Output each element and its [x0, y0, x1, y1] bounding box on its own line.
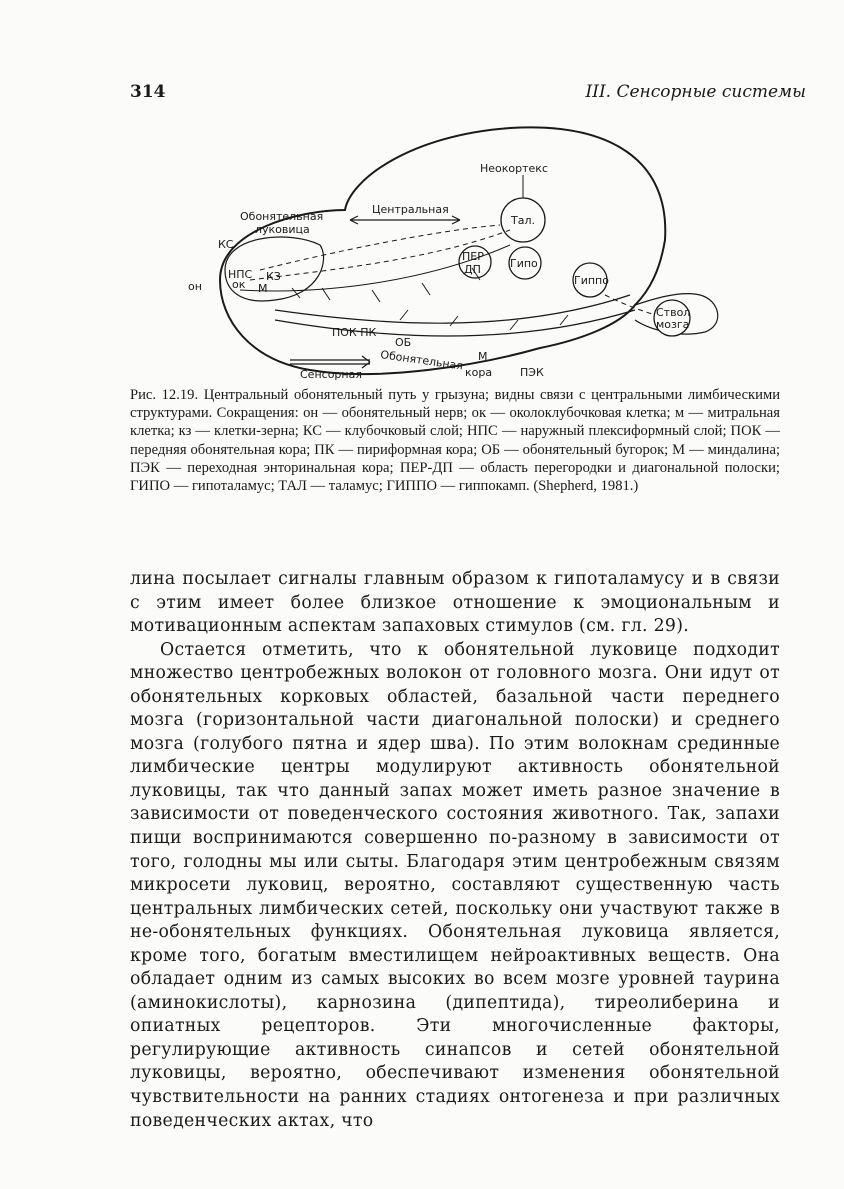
label-tal: Тал.	[511, 214, 535, 227]
body-text	[130, 568, 780, 1133]
label-ok: ок	[232, 278, 246, 291]
running-head: III. Сенсорные системы	[585, 82, 806, 102]
label-stvol-2: мозга	[656, 318, 690, 331]
label-central: Центральная	[372, 203, 449, 216]
label-stvol-1: Ствол	[656, 306, 691, 319]
sensory-arrow	[290, 356, 370, 368]
label-kz: КЗ	[266, 270, 281, 283]
label-obon-kora-2: кора	[465, 366, 493, 379]
label-on: он	[188, 280, 202, 293]
label-bulb-1: Обонятельная	[240, 210, 324, 223]
label-neocortex: Неокортекс	[480, 162, 548, 175]
label-sensory: Сенсорная	[300, 368, 362, 381]
cortex-band	[275, 295, 630, 323]
label-ob: ОБ	[395, 336, 412, 349]
figure-caption	[130, 386, 780, 495]
diagram-svg	[180, 120, 740, 390]
label-pek: ПЭК	[520, 366, 544, 379]
paragraph-2: Остается отметить, что к обонятельной луковице подходит множество центробежных волокон от головного мозга. Они идут от обонятельных корковых областей, базальной части переднего мозга (горизонтальной части диагональной полоски) и среднего мозга (голубого пятна и ядер шва). По этим волокнам срединные лимбические центры модулируют активность обонятельной луковицы, так что данный запах может иметь разное значение в зависимости от поведенческого состояния животного. Так, запахи пищи воспринимаются совершенно по-разному в зависимости от того, голодны мы или сыты. Благодаря этим центробежным связям микросети луковиц, вероятно, составляют существенную часть центральных лимбических сетей, поскольку они участвуют также в не-обонятельных функциях. Обонятельная луковица является, кроме того, богатым вместилищем нейроактивных веществ. Она обладает одним из самых высоких во всем мозге уровней таурина (аминокислоты), карнозина (дипептида), тиреолиберина и опиатных рецепторов. Эти многочисленные факторы, регулирующие активность синапсов и сетей обонятельной луковицы, вероятно, обеспечивают изменения обонятельной чувствительности на ранних стадиях онтогенеза и при различных поведенческих актах, что	[130, 639, 780, 1131]
central-arrow	[350, 216, 460, 224]
caption-label: Рис. 12.19.	[130, 387, 199, 403]
label-bulb-2: луковица	[255, 223, 310, 236]
label-dp: ДП	[464, 263, 481, 276]
label-ks: КС	[218, 238, 234, 251]
brain-outline	[220, 127, 665, 374]
label-m-big: М	[478, 350, 488, 363]
caption-text: Центральный обонятельный путь у грызуна; видны связи с центральными лимбическими структурами. Сокращения: он — обонятельный нерв; ок — околоклубочковая клетка; м — митральная клетка; кз — клетки-зерна; КС — клубочковый слой; НПС — наружный плексиформный слой; ПОК — передняя обонятельная кора; ПК — пириформная кора; ОБ — обонятельный бугорок; М — миндалина; ПЭК — переходная энторинальная кора; ПЕР-ДП — область перегородки и диагональной полоски; ГИПО — гипоталамус; ТАЛ — таламус; ГИППО — гиппокамп. (Shepherd, 1981.)	[130, 387, 780, 495]
label-per: ПЕР	[462, 250, 484, 263]
label-obon-kora-1: Обонятельная	[379, 348, 464, 373]
label-nps: НПС	[228, 268, 253, 281]
label-m-small: М	[258, 282, 268, 295]
rodent-olfactory-pathway-diagram	[180, 120, 740, 390]
label-gipo: Гипо	[510, 257, 538, 270]
label-gippo: Гиппо	[574, 274, 609, 287]
page-header	[130, 82, 806, 108]
paragraph-1: лина посылает сигналы главным образом к гипоталамусу и в связи с этим имеет более близкое отношение к эмоциональным и мотивационным аспектам запаховых стимулов (см. гл. 29).	[130, 569, 780, 637]
page-number: 314	[130, 82, 166, 102]
label-pok-pk: ПОК ПК	[332, 326, 377, 339]
